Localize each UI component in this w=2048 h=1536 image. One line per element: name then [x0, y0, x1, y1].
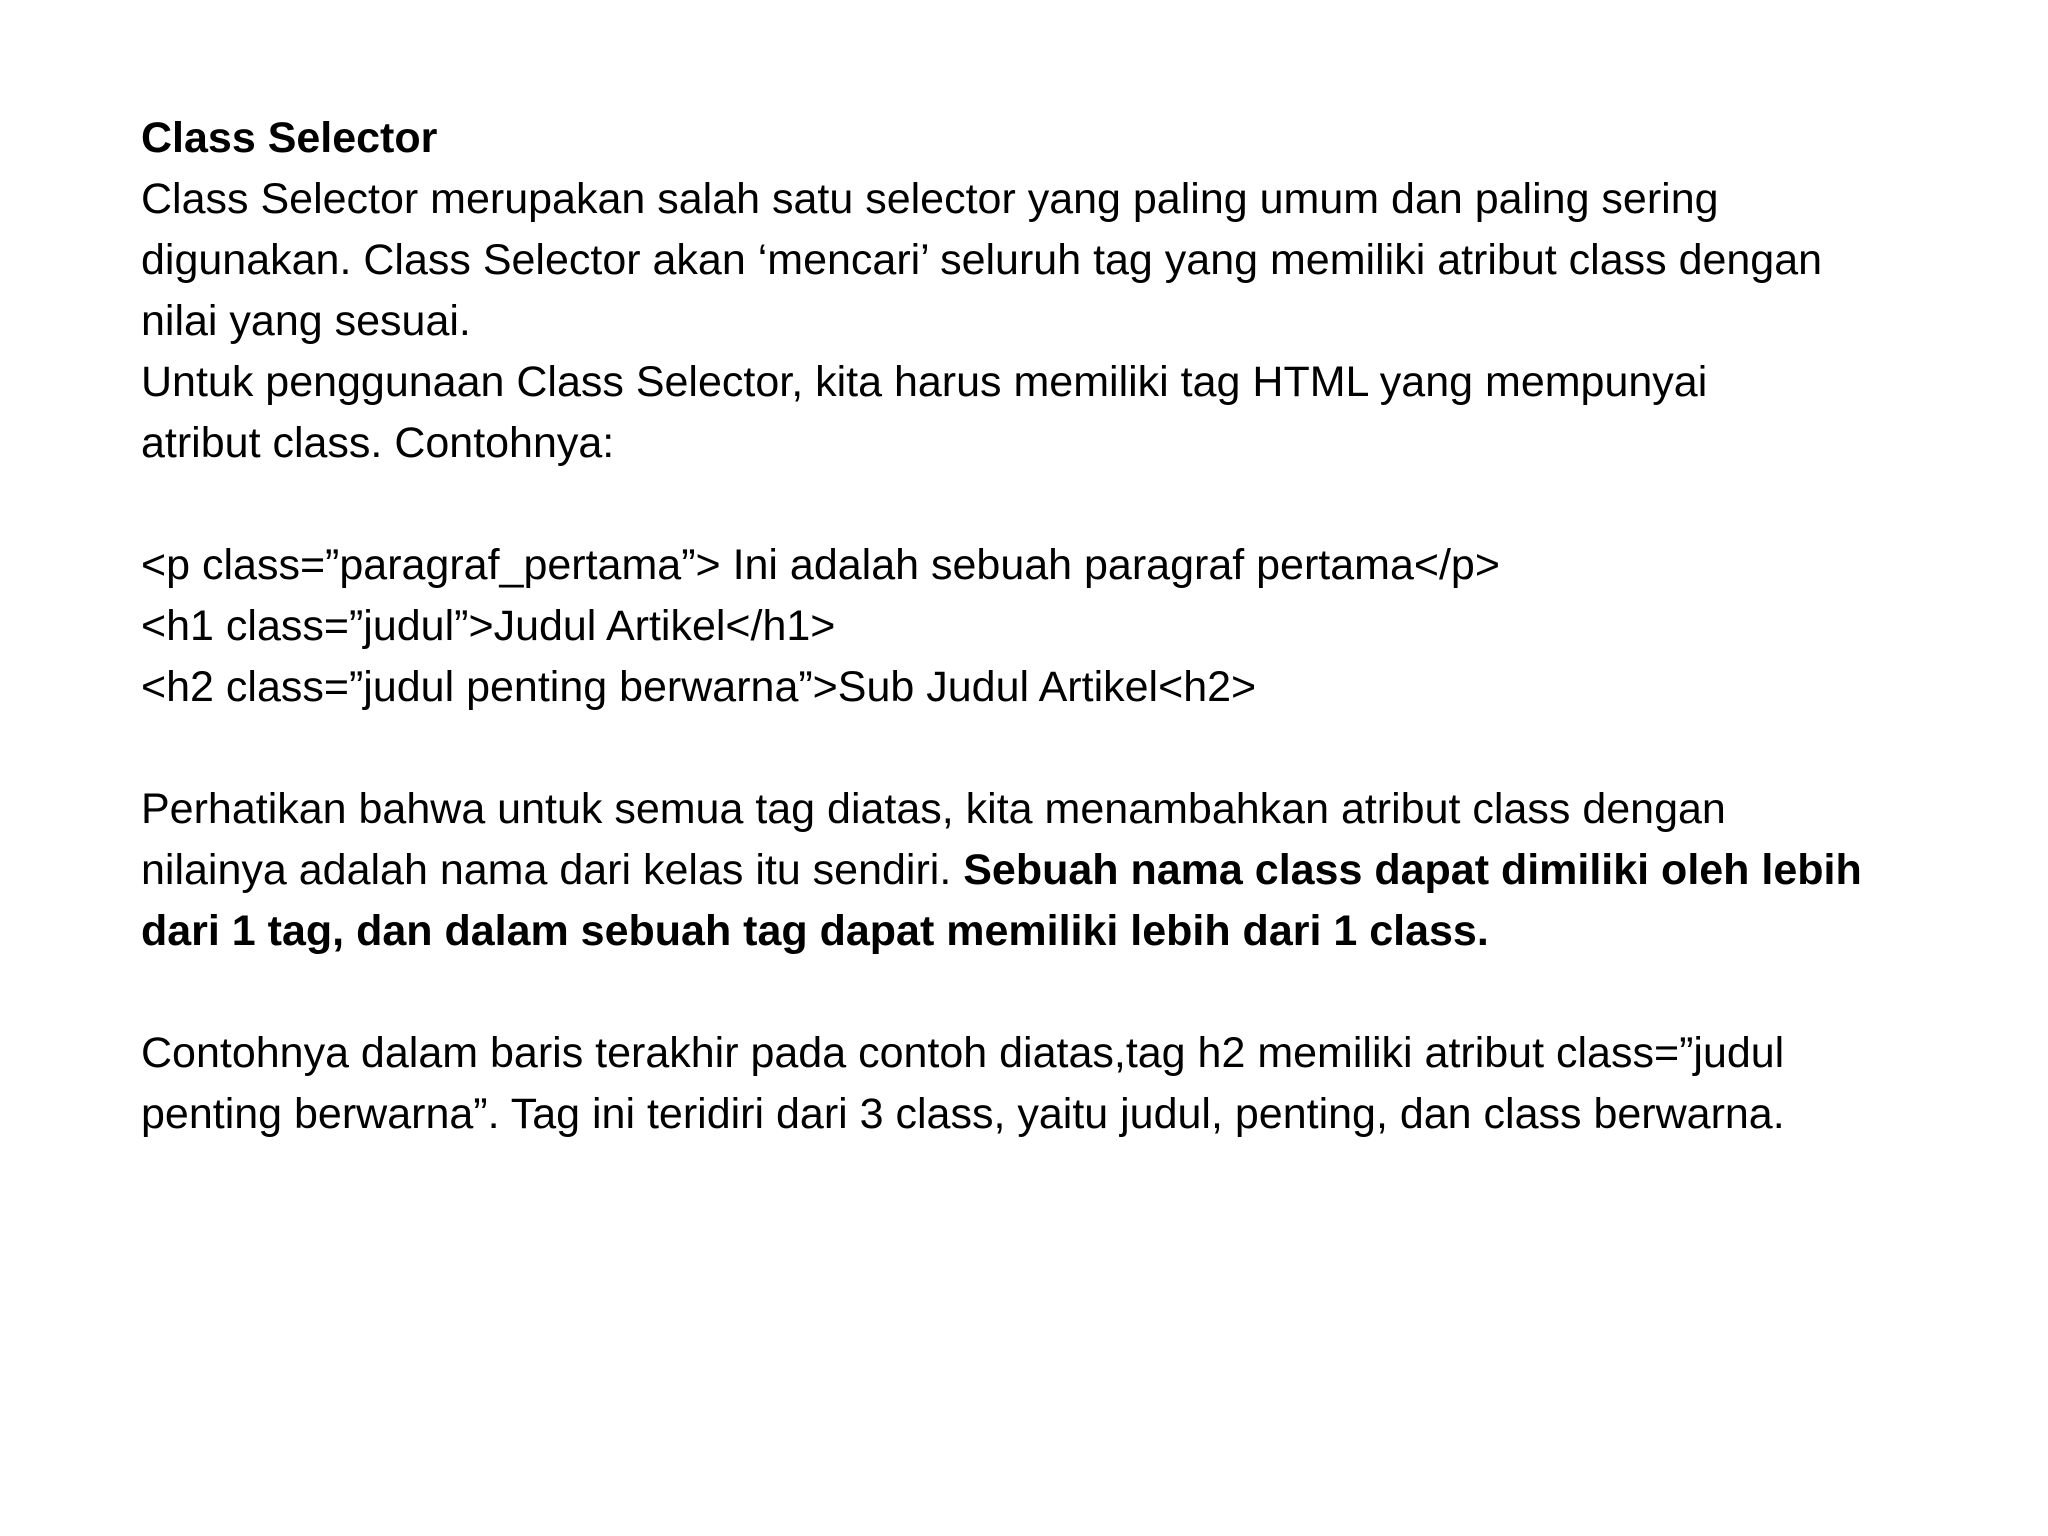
intro-line: nilai yang sesuai. [141, 297, 471, 345]
slide-content [141, 108, 1971, 1145]
example-line: Contohnya dalam baris terakhir pada contoh diatas,tag h2 memiliki atribut class=”judul [141, 1029, 1785, 1077]
spacer [141, 474, 1971, 535]
note-emphasis: Sebuah nama class dapat dimiliki oleh lebih [963, 846, 1862, 894]
note-text: nilainya adalah nama dari kelas itu sendiri. [141, 846, 964, 894]
code-example-line: <h1 class=”judul”>Judul Artikel</h1> [141, 602, 836, 650]
code-example-line: <p class=”paragraf_pertama”> Ini adalah sebuah paragraf pertama</p> [141, 541, 1500, 589]
intro-line: Untuk penggunaan Class Selector, kita harus memiliki tag HTML yang mempunyai [141, 358, 1708, 406]
intro-line: Class Selector merupakan salah satu selector yang paling umum dan paling sering [141, 175, 1719, 223]
note-line [141, 840, 1971, 901]
spacer [141, 718, 1971, 779]
slide-heading: Class Selector [141, 114, 438, 162]
note-line: Perhatikan bahwa untuk semua tag diatas, kita menambahkan atribut class dengan [141, 785, 1726, 833]
spacer [141, 962, 1971, 1023]
code-example-line: <h2 class=”judul penting berwarna”>Sub Judul Artikel<h2> [141, 663, 1257, 711]
example-line: penting berwarna”. Tag ini teridiri dari 3 class, yaitu judul, penting, dan class berwarna. [141, 1090, 1785, 1138]
note-emphasis-line: dari 1 tag, dan dalam sebuah tag dapat memiliki lebih dari 1 class. [141, 907, 1489, 955]
intro-line: digunakan. Class Selector akan ‘mencari’ seluruh tag yang memiliki atribut class dengan [141, 236, 1823, 284]
intro-line: atribut class. Contohnya: [141, 419, 615, 467]
